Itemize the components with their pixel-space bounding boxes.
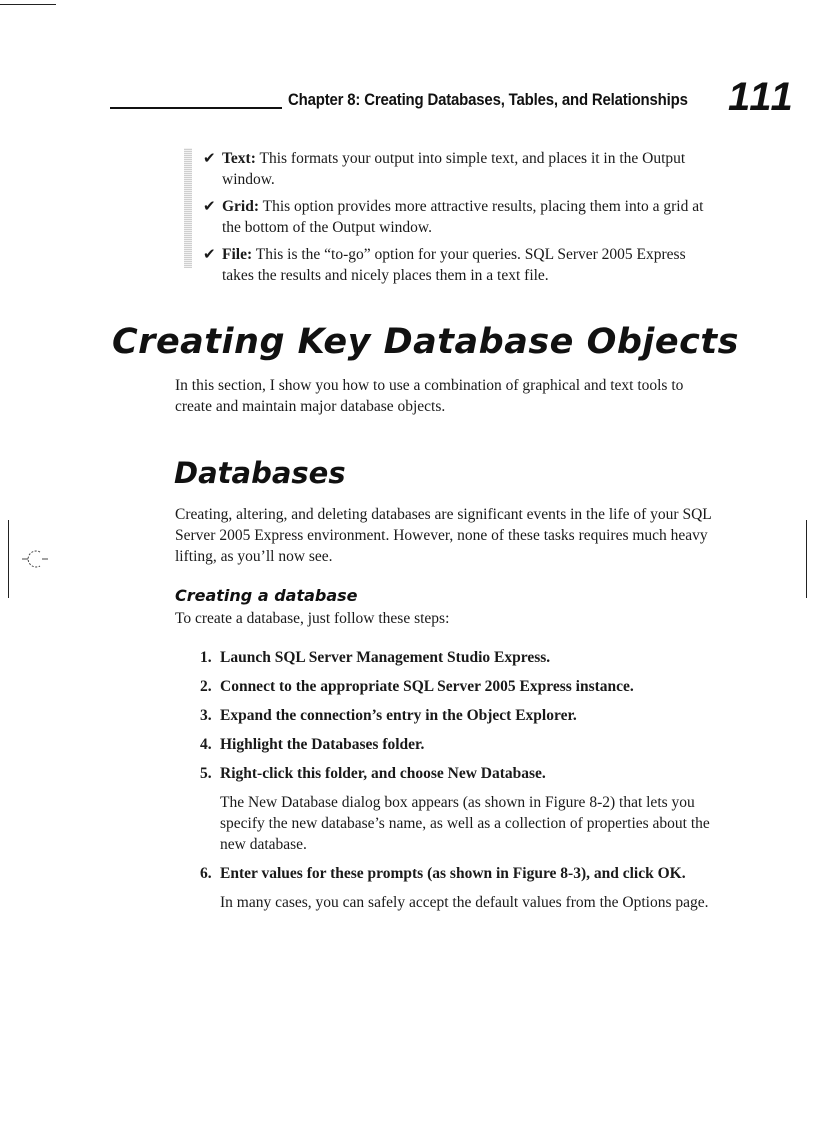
crop-mark-top [0, 4, 56, 5]
list-item [203, 196, 713, 238]
step-number: 6. [200, 865, 212, 882]
steps-list [200, 647, 720, 921]
procedure-intro: To create a database, just follow these steps: [175, 610, 450, 627]
running-head [0, 75, 816, 119]
registration-mark-icon [22, 546, 48, 572]
step-number: 2. [200, 678, 212, 695]
step-item [200, 705, 720, 726]
step-number: 1. [200, 649, 212, 666]
check-icon: ✔ [203, 245, 216, 263]
list-item [203, 148, 713, 190]
page-number: 111 [728, 75, 795, 119]
step-item [200, 734, 720, 755]
step-text: Expand the connection’s entry in the Object Explorer. [220, 707, 577, 724]
step-number: 3. [200, 707, 212, 724]
step-note: In many cases, you can safely accept the default values from the Options page. [220, 894, 709, 911]
output-options-list [203, 148, 713, 292]
sidebar-bar [184, 148, 192, 268]
check-icon: ✔ [203, 149, 216, 167]
bullet-text: This option provides more attractive results, placing them into a grid at the bottom of the Output window. [222, 198, 704, 236]
bullet-text: This is the “to-go” option for your queries. SQL Server 2005 Express takes the results and nicely places them in a text file. [222, 246, 686, 284]
step-text: Right-click this folder, and choose New Database. [220, 765, 546, 782]
step-text: Enter values for these prompts (as shown in Figure 8-3), and click OK. [220, 865, 686, 882]
section-heading: Creating Key Database Objects [112, 322, 739, 362]
step-item [200, 676, 720, 697]
step-item [200, 647, 720, 668]
chapter-title: Chapter 8: Creating Databases, Tables, and Relationships [288, 90, 688, 109]
list-item [203, 244, 713, 286]
procedure-heading: Creating a database [175, 586, 358, 605]
crop-mark-right [806, 520, 807, 598]
check-icon: ✔ [203, 197, 216, 215]
bullet-term: Text: [222, 150, 256, 167]
step-number: 4. [200, 736, 212, 753]
step-text: Highlight the Databases folder. [220, 736, 425, 753]
bullet-text: This formats your output into simple text, and places it in the Output window. [222, 150, 686, 188]
step-note: The New Database dialog box appears (as shown in Figure 8-2) that lets you specify the new database’s name, as well as a collection of properties about the new database. [220, 794, 710, 853]
section-intro: In this section, I show you how to use a combination of graphical and text tools to create and maintain major database objects. [175, 377, 684, 415]
subsection-heading: Databases [174, 456, 346, 490]
step-text: Launch SQL Server Management Studio Express. [220, 649, 551, 666]
step-text: Connect to the appropriate SQL Server 2005 Express instance. [220, 678, 634, 695]
subsection-intro: Creating, altering, and deleting databases are significant events in the life of your SQL Server 2005 Express environment. However, none of these tasks requires much heavy lifting, as you’ll now see. [175, 506, 712, 565]
step-number: 5. [200, 765, 212, 782]
bullet-term: Grid: [222, 198, 260, 215]
bullet-term: File: [222, 246, 253, 263]
crop-mark-left [8, 520, 9, 598]
step-item [200, 763, 720, 855]
header-rule [110, 107, 282, 109]
step-item [200, 863, 720, 913]
